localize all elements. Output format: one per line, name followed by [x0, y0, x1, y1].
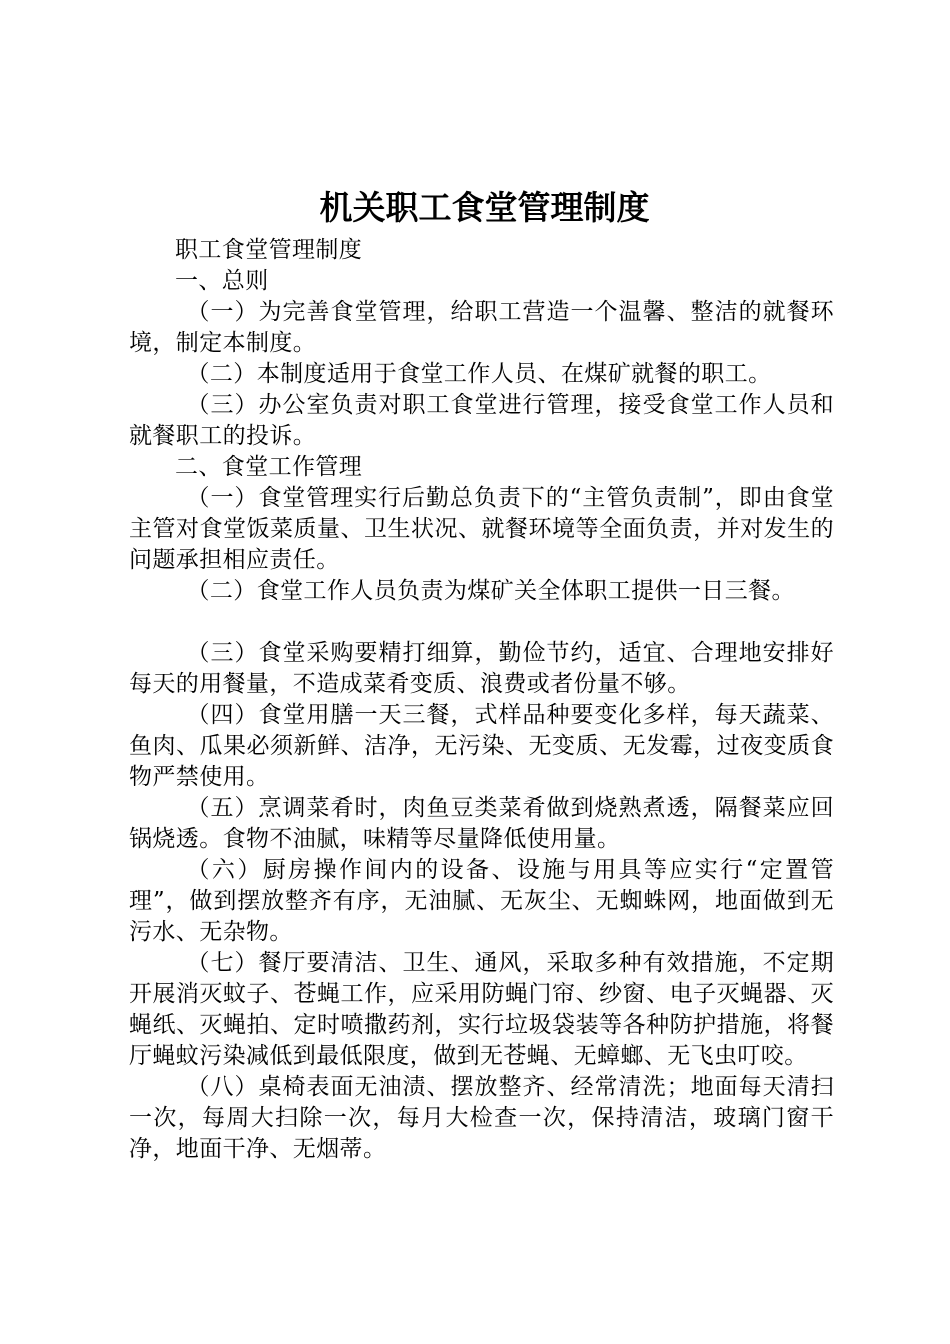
paragraph: （四）食堂用膳一天三餐，式样品种要变化多样，每天蔬菜、鱼肉、瓜果必须新鲜、洁净，无污染、无变质、无发霉，过夜变质食物严禁使用。 [129, 702, 834, 790]
paragraph: （一）食堂管理实行后勤总负责下的“主管负责制”，即由食堂主管对食堂饭菜质量、卫生状况、就餐环境等全面负责，并对发生的问题承担相应责任。 [129, 485, 834, 573]
paragraph: （一）为完善食堂管理，给职工营造一个温馨、整洁的就餐环境，制定本制度。 [129, 299, 834, 356]
paragraph: （二）本制度适用于食堂工作人员、在煤矿就餐的职工。 [186, 361, 772, 387]
paragraph: （三）办公室负责对职工食堂进行管理，接受食堂工作人员和就餐职工的投诉。 [129, 392, 834, 449]
paragraph: （三）食堂采购要精打细算，勤俭节约，适宜、合理地安排好每天的用餐量，不造成菜肴变质、浪费或者份量不够。 [129, 640, 834, 697]
section-heading-canteen-work: 二、食堂工作管理 [175, 454, 363, 480]
paragraph: （七）餐厅要清洁、卫生、通风，采取多种有效措施，不定期开展消灭蚊子、苍蝇工作，应采用防蝇门帘、纱窗、电子灭蝇器、灭蝇纸、灭蝇拍、定时喷撒药剂，实行垃圾袋装等各种防护措施，将餐厅蝇蚊污染减低到最低限度，做到无苍蝇、无蟑螂、无飞虫叮咬。 [129, 950, 834, 1069]
document-title: 机关职工食堂管理制度 [319, 188, 650, 227]
blank-line [129, 607, 834, 638]
document-body [129, 235, 834, 1165]
section-heading-general: 一、总则 [175, 268, 269, 294]
paragraph: （八）桌椅表面无油渍、摆放整齐、经常清洗；地面每天清扫一次，每周大扫除一次，每月大检查一次，保持清洁，玻璃门窗干净，地面干净、无烟蒂。 [129, 1074, 834, 1162]
paragraph: （六）厨房操作间内的设备、设施与用具等应实行“定置管理”，做到摆放整齐有序，无油腻、无灰尘、无蜘蛛网，地面做到无污水、无杂物。 [129, 857, 834, 945]
paragraph-subtitle: 职工食堂管理制度 [175, 237, 363, 263]
document-page [129, 185, 834, 1165]
paragraph: （二）食堂工作人员负责为煤矿关全体职工提供一日三餐。 [186, 578, 795, 604]
paragraph: （五）烹调菜肴时，肉鱼豆类菜肴做到烧熟煮透，隔餐菜应回锅烧透。食物不油腻，味精等尽量降低使用量。 [129, 795, 834, 852]
